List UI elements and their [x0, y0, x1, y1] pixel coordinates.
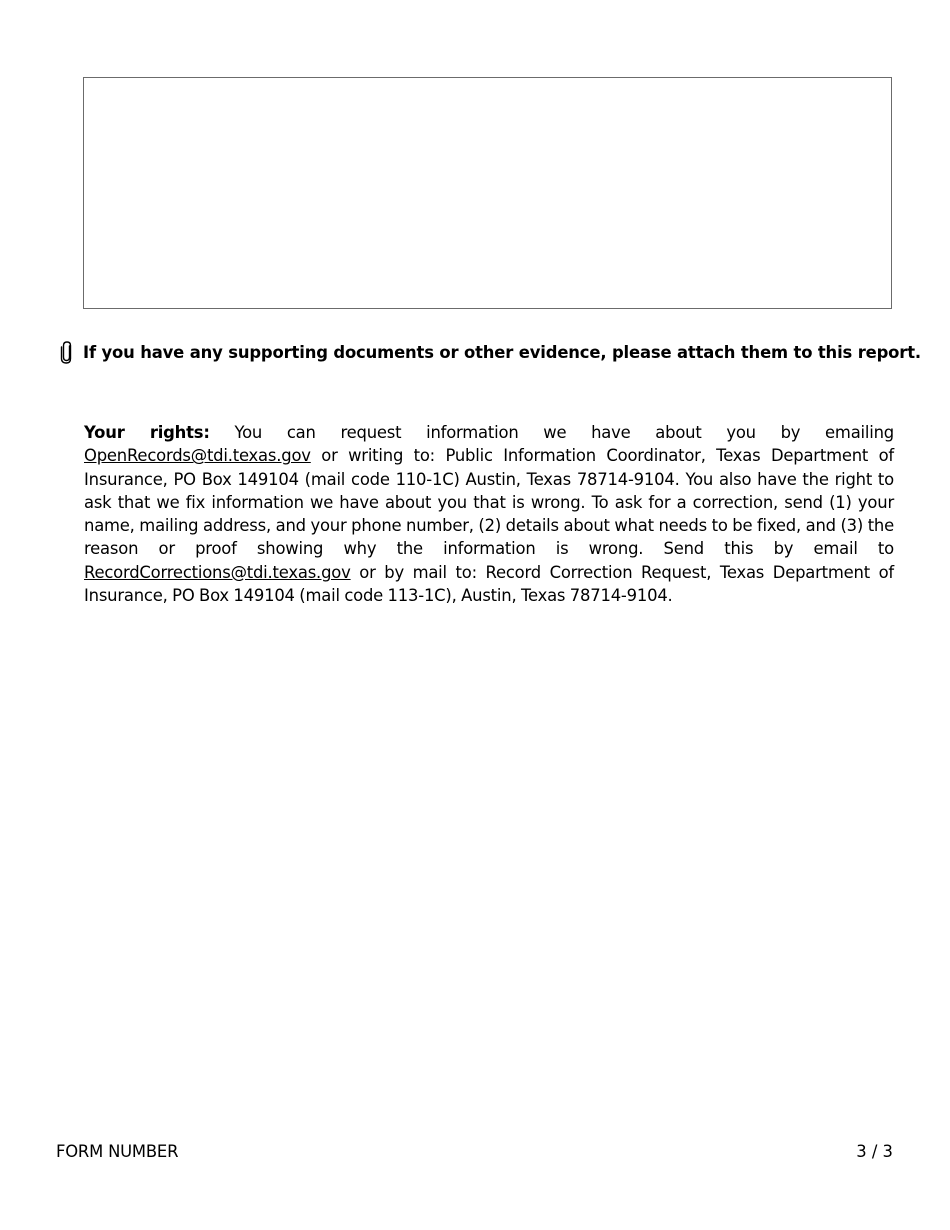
- page-number: 3 / 3: [856, 1142, 893, 1161]
- paperclip-icon: [58, 339, 76, 365]
- rights-label: Your rights:: [84, 423, 210, 442]
- rights-text-1: You can request information we have about you by emailing: [209, 423, 894, 442]
- record-corrections-email-link[interactable]: RecordCorrections@tdi.texas.gov: [84, 562, 351, 582]
- open-records-email-link[interactable]: OpenRecords@tdi.texas.gov: [84, 446, 311, 466]
- description-text-box[interactable]: [83, 77, 892, 309]
- rights-text-2: or writing to: Public Information Coordinator, Texas Department of Insurance, PO Box 149104 (mail code 110-1C) Austin, Texas 78714-9104. You also have the right to ask that we fix information we have about you that is wrong. To ask for a correction, send (1) your name, mailing address, and your phone number, (2) details about what needs to be fixed, and (3) the reason or proof showing why the information is wrong. Send this by email to: [84, 446, 894, 559]
- attachment-note-text: If you have any supporting documents or other evidence, please attach them to this report.: [83, 342, 921, 362]
- rights-paragraph: [84, 421, 894, 607]
- attachment-note: [58, 339, 921, 365]
- form-number: FORM NUMBER: [56, 1142, 179, 1161]
- rights-text-3: or by mail to: Record Correction Request, Texas Department of Insurance, PO Box 149104 (mail code 113-1C), Austin, Texas 78714-9104.: [84, 562, 894, 606]
